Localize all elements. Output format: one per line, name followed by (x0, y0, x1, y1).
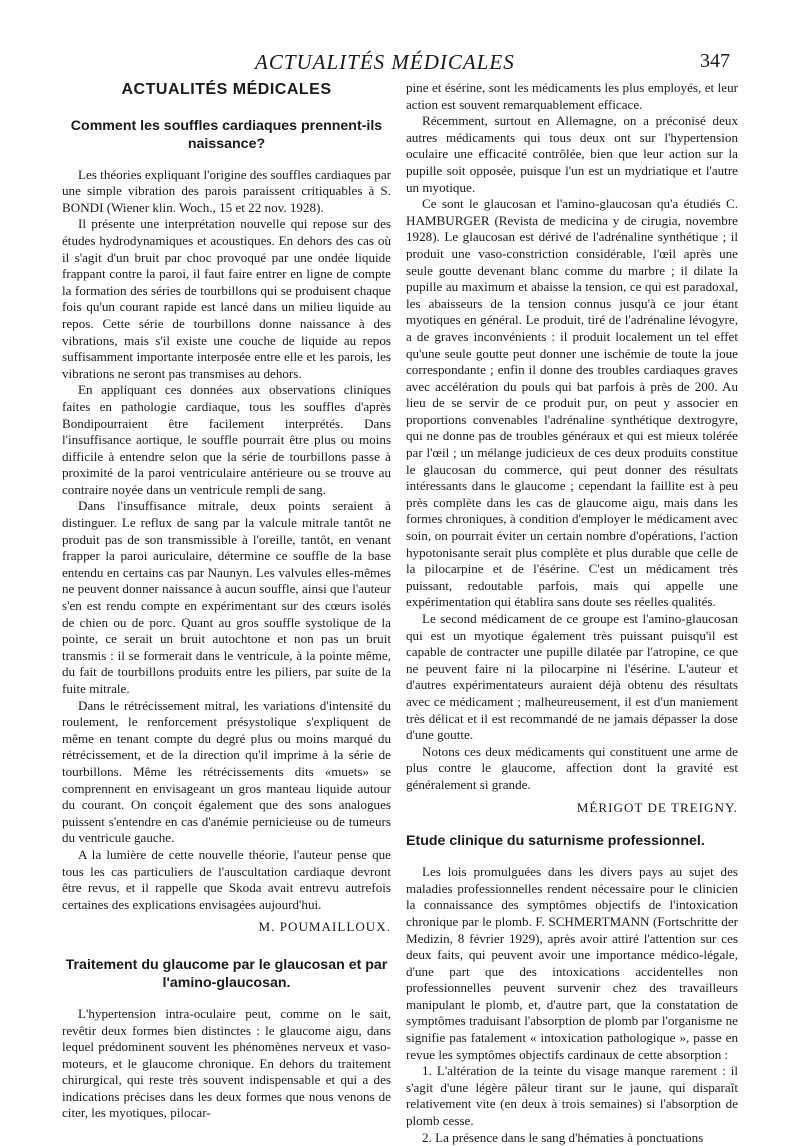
article-paragraph: Il présente une interprétation nouvelle qui repose sur des études hydrodynamiques et acoustiques. En dehors des cas où il s'agit d'un bruit par choc provoqué par une ondée liquide frappant contre la paroi, il faut faire entrer en ligne de compte la formation des séries de tourbillons qui se produisent chaque fois qu'un courant rapide est lancé dans un milieu liquide au repos. Cette série de tourbillons donne naissance à des vibrations, mais s'il existe une couche de liquide au repos suffisamment importante interposée entre elle et les parois, les vibrations ne seront pas transmises au dehors. (62, 216, 391, 381)
page-number: 347 (700, 50, 730, 72)
article-paragraph: A la lumière de cette nouvelle théorie, l'auteur pense que tous les cas particuliers de l'auscultation cardiaque devront être revus, et il rappelle que Skoda avait entrevu autrefois certaines des explications envisagées aujourd'hui. (62, 846, 391, 912)
article-paragraph: Récemment, surtout en Allemagne, on a préconisé deux autres médicaments qui tous deux ont sur l'hypertension oculaire une efficacité contrôlée, bien que leur action sur la pupille soit opposée, puisque l'un est un mydriatique et l'autre un myotique. (406, 113, 738, 195)
article-title-saturnisme: Etude clinique du saturnisme professionnel. (406, 833, 705, 850)
article-paragraph: 1. L'altération de la teinte du visage manque rarement : il s'agit d'une légère pâleur tirant sur le jaune, qui disparaît relativement vite (en deux à trois semaines) si l'absorption de plomb cesse. (406, 1063, 738, 1129)
article-paragraph: Dans l'insuffisance mitrale, deux points seraient à distinguer. Le reflux de sang par la valcule mitrale tantôt ne produit pas de son transmissible à l'oreille, tantôt, en venant frapper la paroi auriculaire, détermine ce souffle de la base entendu en certains cas par Naunyn. Les valvules elles-mêmes ne peuvent donner naissance à aucun souffle, ainsi que l'auteur s'en est rendu compte en expérimentant sur des cœurs isolés de chien ou de porc. Quant au gros souffle systolique de la pointe, ce serait un bruit autochtone et non pas un bruit transmis : il se formerait dans le ventricule, à la pointe même, du fait de tourbillons produits entre les piliers, par suite de la fuite mitrale. (62, 498, 391, 696)
article-paragraph: Les théories expliquant l'origine des souffles cardiaques par une simple vibration des parois paraissent critiquables à S. BONDI (Wiener klin. Woch., 15 et 22 nov. 1928). (62, 166, 391, 215)
article-paragraph: Les lois promulguées dans les divers pays au sujet des maladies professionnelles rendent nécessaire pour le clinicien la connaissance des symptômes objectifs de l'intoxication chronique par le plomb. F. SCHMERTMANN (Fortschritte der Medizin, 8 février 1929), après avoir attiré l'attention sur ces deux faits, qui peuvent avoir une importance médico-légale, d'une part que des intoxications accidentelles non professionnelles peuvent survenir chez des travailleurs manipulant le plomb, et, d'autre part, que la constatation de symptômes traduisant l'absorption de plomb par l'organisme ne signifie pas fatalement « intoxication pathologique », passe en revue les symptômes objectifs cardinaux de cette absorption : (406, 864, 738, 1062)
article-paragraph: Ce sont le glaucosan et l'amino-glaucosan qu'a étudiés C. HAMBURGER (Revista de medicina y de cirugia, novembre 1928). Le glaucosan est dérivé de l'adrénaline synthétique ; il produit une vaso-constriction considérable, l'œil après une seule goutte devenant blanc comme du marbre ; il dilate la pupille au maximum et abaisse la tension, ce qui est paradoxal, les abaisseurs de la tension connus jusqu'à ce jour étant myotiques en général. Le produit, tiré de l'adrénaline lévogyre, a de graves inconvénients : il produit localement un tel effet qu'une seule goutte peut donner une ischémie de toute la joue correspondante ; enfin il donne des troubles cardiaques graves avec accélération du pouls qui bat parfois à près de 200. Au lieu de se servir de ce produit pur, on peut y associer en proportions convenables l'adrénaline synthétique dextrogyre, qui ne donne pas de troubles généraux et qui est mieux tolérée par l'œil ; un mélange judicieux de ces deux produits constitue le glaucosan du commerce, qui peut donner des résultats intéressants dans le glaucome ; cependant la faillite est à peu près complète dans les cas de glaucome aigu, mais dans les formes chroniques, à condition d'employer le médicament avec soin, on pourrait éviter un certain nombre d'opérations, l'action hypotonisante serait plus complète et plus durable que celle de la pilocarpine et de l'ésérine. C'est un médicament très puissant, redoutable parfois, mais qui appelle une expérimentation qui établira sans doute ses réelles qualités. (406, 196, 738, 610)
running-head (0, 50, 800, 80)
article-paragraph: En appliquant ces données aux observations cliniques faites en pathologie cardiaque, tous les souffles d'après Bondipourraient être facilement interprétés. Dans l'insuffisance aortique, le souffle pourrait être plus ou moins difficile à entendre selon que la série de tourbillons passe à proximité de la paroi ventriculaire antérieure ou se trouve au contraire noyée dans un ventricule rempli de sang. (62, 382, 391, 497)
running-head-title: ACTUALITÉS MÉDICALES (255, 50, 515, 74)
article-signature: MÉRIGOT DE TREIGNY. (576, 799, 738, 815)
article-paragraph: Dans le rétrécissement mitral, les variations d'intensité du roulement, le renforcement présystolique s'expliquent de même en tenant compte du degré plus ou moins marqué du rétrécissement, et de la direction qu'il imprime à la série de tourbillons. Même les rétrécissements dits «muets» se comprennent en envisageant un gros manteau liquide autour du courant. On conçoit également que des sons analogues puissent s'entendre en cas d'anémie pernicieuse ou de tumeurs du ventricule gauche. (62, 697, 391, 846)
section-title: ACTUALITÉS MÉDICALES (121, 81, 332, 98)
article-title-souffles: Comment les souffles cardiaques prennent-ils naissance? (70, 117, 383, 152)
left-column (62, 82, 391, 1122)
right-column (406, 80, 738, 1146)
article-paragraph: 2. La présence dans le sang d'hématies à ponctuations (422, 1129, 704, 1145)
article-paragraph: Notons ces deux médicaments qui constituent une arme de plus contre le glaucome, affection dont la gravité est généralement si grande. (406, 743, 738, 792)
article-signature: M. POUMAILLOUX. (258, 919, 391, 935)
article-paragraph: pine et ésérine, sont les médicaments les plus employés, et leur action est souvent remarquablement efficace. (406, 80, 738, 112)
article-paragraph: Le second médicament de ce groupe est l'amino-glaucosan qui est un myotique également très puissant puisqu'il est capable de contracter une pupille dilatée par l'atropine, ce que ne peuvent faire ni la pilocarpine ni l'ésérine. L'auteur et d'autres expérimentateurs auraient déjà obtenu des résultats avec ce médicament ; malheureusement, il est d'un maniement très délicat et il est recommandé de ne jamais dépasser la dose d'une goutte. (406, 611, 738, 743)
article-paragraph: L'hypertension intra-oculaire peut, comme on le sait, revêtir deux formes bien distinctes : le glaucome aigu, dans lequel prédominent souvent les phénomènes nerveux et vaso-moteurs, et le glaucome chronique. En dehors du traitement chirurgical, qui reste très souvent indispensable et qui a des indications précises dans les deux formes que nous venons de citer, les myotiques, pilocar- (62, 1005, 391, 1121)
article-title-glaucome: Traitement du glaucome par le glaucosan et par l'amino-glaucosan. (65, 956, 388, 991)
